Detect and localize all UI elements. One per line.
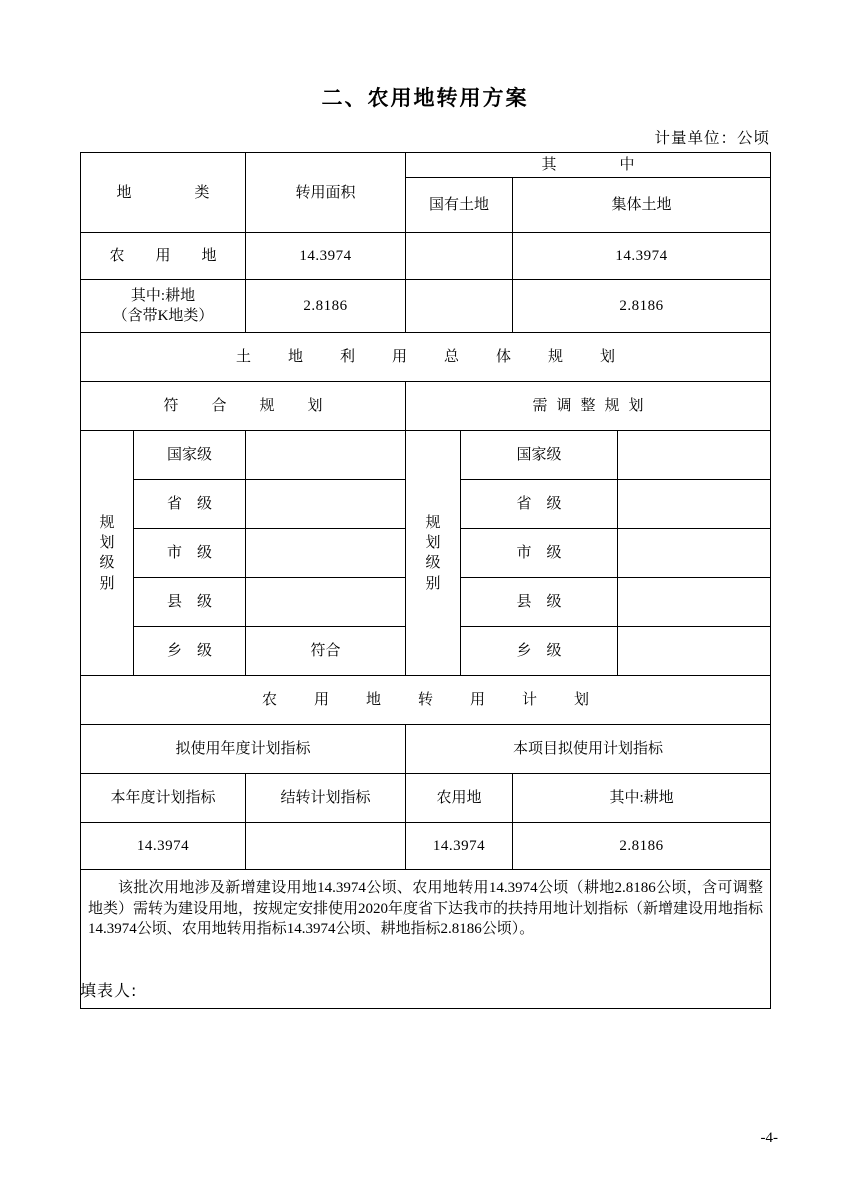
row-label-cultivated-line2: （含带K地类） — [112, 308, 214, 325]
header-state-owned-land: 国有土地 — [406, 178, 513, 233]
table-row-cultivated-land — [81, 280, 771, 333]
label-plan-level-left-c1: 规 — [99, 514, 115, 531]
conforming-level-value-township: 符合 — [246, 627, 406, 676]
table-row-overall-plan-banner — [81, 333, 771, 382]
measurement-unit-note: 计量单位：公顷 — [654, 130, 770, 147]
cell-agricultural-convert-area: 14.3974 — [246, 233, 406, 280]
conforming-level-name-county: 县 级 — [134, 578, 246, 627]
heading-conforming-plan: 符 合 规 划 — [81, 382, 406, 431]
cell-agricultural-state-owned — [406, 233, 513, 280]
adjustment-level-value-provincial — [618, 480, 771, 529]
adjustment-level-value-national — [618, 431, 771, 480]
page-title: 二、农用地转用方案 — [321, 86, 529, 110]
cell-cultivated-convert-area: 2.8186 — [246, 280, 406, 333]
cell-agricultural-collective: 14.3974 — [513, 233, 771, 280]
note-cell — [81, 870, 771, 1009]
adjustment-level-name-county: 县 级 — [461, 578, 618, 627]
conforming-level-name-municipal: 市 级 — [134, 529, 246, 578]
heading-adjustment-plan: 需调整规划 — [406, 382, 771, 431]
farmland-conversion-table — [80, 152, 771, 1009]
label-plan-level-right-c1: 规 — [425, 514, 441, 531]
row-label-agricultural-land: 农 用 地 — [81, 233, 246, 280]
conforming-level-name-township: 乡 级 — [134, 627, 246, 676]
header-collective-land: 集体土地 — [513, 178, 771, 233]
adjustment-level-name-provincial: 省 级 — [461, 480, 618, 529]
adjustment-level-name-municipal: 市 级 — [461, 529, 618, 578]
adjustment-level-name-national: 国家级 — [461, 431, 618, 480]
table-row-plan-sub-headers — [81, 774, 771, 823]
label-plan-level-right-c2: 划 — [425, 535, 441, 551]
cell-cultivated-collective: 2.8186 — [513, 280, 771, 333]
adjustment-level-value-county — [618, 578, 771, 627]
value-project-cultivated-land: 2.8186 — [513, 823, 771, 870]
table-row-agricultural-land — [81, 233, 771, 280]
label-plan-level-left-c4: 别 — [99, 575, 115, 592]
header-annual-plan-quota: 拟使用年度计划指标 — [81, 725, 406, 774]
table-row-plan-headings — [81, 382, 771, 431]
signer-label: 填表人: — [80, 981, 138, 1000]
header-project-agricultural-land: 农用地 — [406, 774, 513, 823]
label-plan-level-right-c4: 别 — [425, 575, 441, 592]
conforming-level-value-municipal — [246, 529, 406, 578]
row-label-cultivated-line1: 其中:耕地 — [130, 288, 196, 304]
adjustment-level-value-municipal — [618, 529, 771, 578]
table-row-note — [81, 870, 771, 1009]
cell-cultivated-state-owned — [406, 280, 513, 333]
header-current-year-quota: 本年度计划指标 — [81, 774, 246, 823]
label-plan-level-right — [406, 431, 461, 676]
page-number: -4- — [760, 1130, 778, 1146]
header-project-plan-quota: 本项目拟使用计划指标 — [406, 725, 771, 774]
table-row-plan-values — [81, 823, 771, 870]
label-plan-level-left — [81, 431, 134, 676]
table-row-conversion-plan-banner — [81, 676, 771, 725]
label-plan-level-right-c3: 级 — [425, 555, 441, 572]
label-plan-level-left-c2: 划 — [99, 535, 115, 551]
conforming-level-value-national — [246, 431, 406, 480]
label-plan-level-left-c3: 级 — [99, 555, 115, 572]
conforming-level-name-national: 国家级 — [134, 431, 246, 480]
table-header-row-1 — [81, 153, 771, 178]
value-project-agricultural-land: 14.3974 — [406, 823, 513, 870]
header-convert-area: 转用面积 — [246, 153, 406, 233]
conforming-level-value-provincial — [246, 480, 406, 529]
header-project-cultivated-land: 其中:耕地 — [513, 774, 771, 823]
header-land-type: 地 类 — [81, 153, 246, 233]
conforming-level-value-county — [246, 578, 406, 627]
banner-overall-land-use-plan: 土 地 利 用 总 体 规 划 — [81, 333, 771, 382]
conforming-level-name-provincial: 省 级 — [134, 480, 246, 529]
row-label-cultivated-land — [81, 280, 246, 333]
table-row-plan-group-headers — [81, 725, 771, 774]
banner-conversion-plan: 农 用 地 转 用 计 划 — [81, 676, 771, 725]
table-row-plan-level-national — [81, 431, 771, 480]
adjustment-level-name-township: 乡 级 — [461, 627, 618, 676]
header-carry-over-quota: 结转计划指标 — [246, 774, 406, 823]
header-among-which: 其 中 — [406, 153, 771, 178]
adjustment-level-value-township — [618, 627, 771, 676]
value-carry-over-quota — [246, 823, 406, 870]
note-text: 该批次用地涉及新增建设用地14.3974公顷、农用地转用14.3974公顷（耕地2.8186公顷，含可调整地类）需转为建设用地，按规定安排使用2020年度省下达我市的扶持用地计划指标（新增建设用地指标14.3974公顷、农用地转用指标14.3974公顷、耕地指标2.8186公顷）。 — [88, 880, 764, 937]
value-current-year-quota: 14.3974 — [81, 823, 246, 870]
